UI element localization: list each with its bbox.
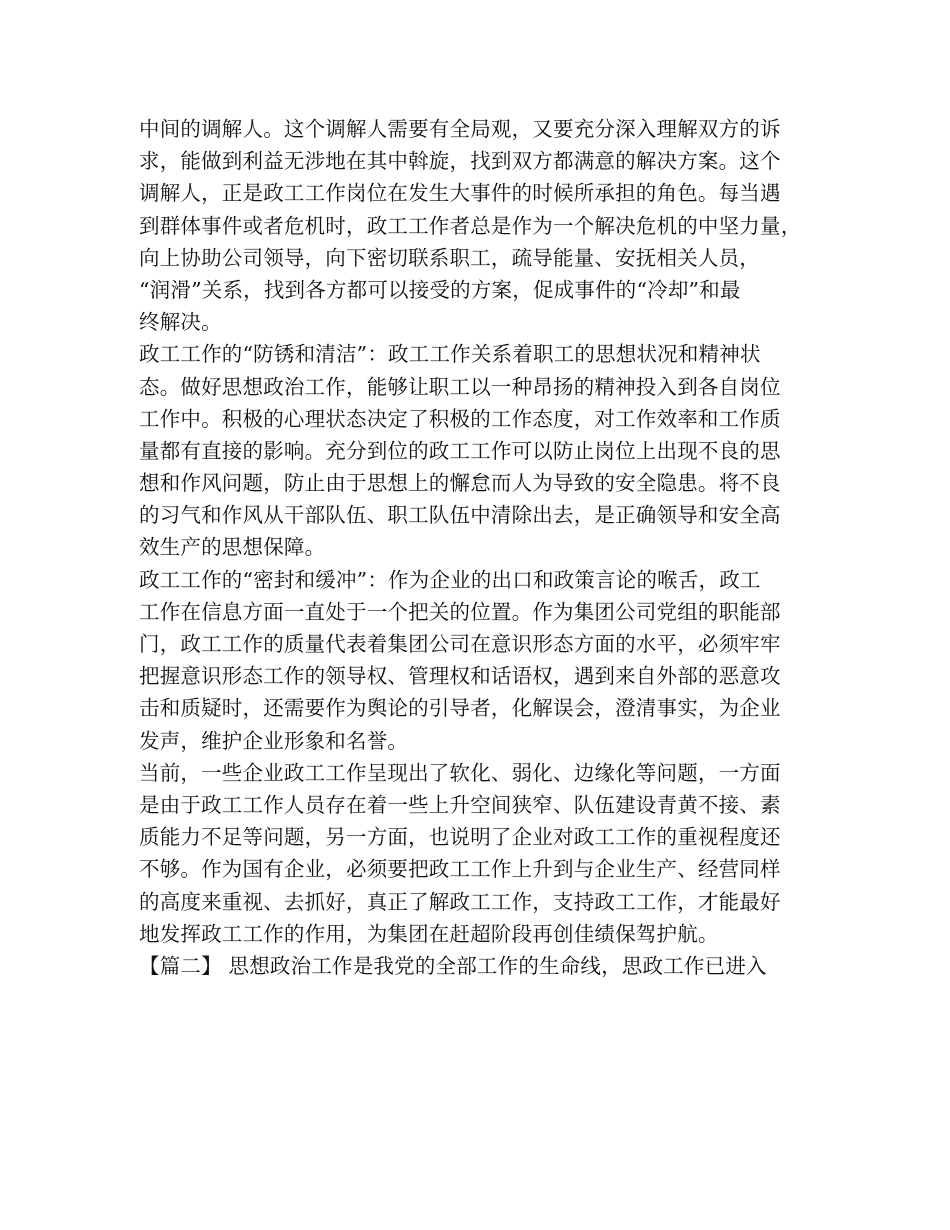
document-body-text	[139, 113, 819, 982]
text-line: 向上协助公司领导，向下密切联系职工，疏导能量、安抚相关人员，	[139, 245, 760, 270]
text-line: 发声，维护企业形象和名誉。	[139, 728, 409, 753]
text-line: 当前，一些企业政工工作呈现出了软化、弱化、边缘化等问题，一方面	[139, 760, 781, 785]
text-line: 终解决。	[139, 310, 222, 335]
text-line: 中间的调解人。这个调解人需要有全局观，又要充分深入理解双方的诉	[139, 117, 781, 141]
text-line: 的习气和作风从干部队伍、职工队伍中清除出去，是正确领导和安全高	[139, 503, 781, 528]
text-line: 工作在信息方面一直处于一个把关的位置。作为集团公司党组的职能部	[139, 599, 781, 624]
text-line: “润滑”关系，找到各方都可以接受的方案，促成事件的“冷却”和最	[139, 277, 741, 302]
text-line: 【篇二】 思想政治工作是我党的全部工作的生命线，思政工作已进入	[139, 953, 767, 978]
text-line: 地发挥政工工作的作用，为集团在赶超阶段再创佳绩保驾护航。	[139, 921, 719, 946]
text-line: 政工工作的“防锈和清洁”：政工工作关系着职工的思想状况和精神状	[139, 342, 761, 367]
text-line: 想和作风问题，防止由于思想上的懈怠而人为导致的安全隐患。将不良	[139, 471, 781, 496]
text-line: 量都有直接的影响。充分到位的政工工作可以防止岗位上出现不良的思	[139, 438, 781, 463]
text-line: 把握意识形态工作的领导权、管理权和话语权，遇到来自外部的恶意攻	[139, 664, 781, 689]
text-line: 调解人，正是政工工作岗位在发生大事件的时候所承担的角色。每当遇	[139, 181, 781, 206]
text-line: 态。做好思想政治工作，能够让职工以一种昂扬的精神投入到各自岗位	[139, 374, 781, 399]
text-line: 击和质疑时，还需要作为舆论的引导者，化解误会，澄清事实，为企业	[139, 696, 781, 721]
text-line: 求，能做到利益无涉地在其中斡旋，找到双方都满意的解决方案。这个	[139, 149, 781, 174]
text-line: 政工工作的“密封和缓冲”：作为企业的出口和政策言论的喉舌，政工	[139, 567, 761, 592]
text-line: 工作中。积极的心理状态决定了积极的工作态度，对工作效率和工作质	[139, 406, 781, 431]
text-line: 是由于政工工作人员存在着一些上升空间狭窄、队伍建设青黄不接、素	[139, 792, 781, 817]
text-line: 效生产的思想保障。	[139, 535, 326, 560]
text-line: 不够。作为国有企业，必须要把政工工作上升到与企业生产、经营同样	[139, 857, 781, 882]
text-line: 的高度来重视、去抓好，真正了解政工工作，支持政工工作，才能最好	[139, 889, 781, 914]
text-line: 质能力不足等问题，另一方面，也说明了企业对政工工作的重视程度还	[139, 825, 781, 850]
text-line: 门，政工工作的质量代表着集团公司在意识形态方面的水平，必须牢牢	[139, 632, 781, 656]
text-line: 到群体事件或者危机时，政工工作者总是作为一个解决危机的中坚力量，	[139, 213, 802, 238]
